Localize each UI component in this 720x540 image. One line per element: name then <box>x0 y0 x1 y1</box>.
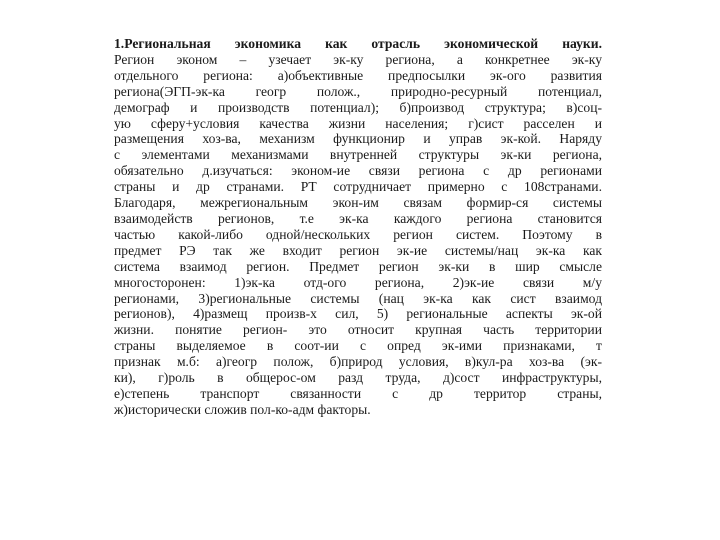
text-line: с элементами механизмами внутренней структуры эк-ки региона, <box>114 147 602 163</box>
document-heading: 1.Региональная экономика как отрасль экономической науки. <box>114 36 602 51</box>
text-line: Благодаря, межрегиональным экон-им связам формир-ся системы <box>114 195 602 211</box>
text-line: ж)исторически сложив пол-ко-адм факторы. <box>114 401 371 417</box>
text-line: регионами, 3)региональные системы (нац эк-ка как сист взаимод <box>114 290 602 306</box>
text-line: ки), г)роль в общерос-ом разд труда, д)сост инфраструктуры, <box>114 370 602 386</box>
text-line: взаимодейств регионов, т.е эк-ка каждого региона становится <box>114 210 602 226</box>
text-line: региона(ЭГП-эк-ка геогр полож., природно-ресурный потенциал, <box>114 83 602 99</box>
text-line: страны и др странами. РТ сотрудничает примерно с 108странами. <box>114 179 602 195</box>
document-page <box>114 36 602 418</box>
text-line: демограф и производств потенциал); б)производ структура; в)соц- <box>114 99 602 115</box>
text-line: страны выделяемое в соот-ии с опред эк-ими признаками, т <box>114 338 602 354</box>
text-line: многосторонен: 1)эк-ка отд-ого региона, 2)эк-ие связи м/у <box>114 274 602 290</box>
text-line: признак м.б: а)геогр полож, б)природ условия, в)кул-ра хоз-ва (эк- <box>114 354 602 370</box>
text-line: регионов), 4)размещ произв-х сил, 5) региональные аспекты эк-ой <box>114 306 602 322</box>
text-line: система взаимод регион. Предмет регион эк-ки в шир смысле <box>114 258 602 274</box>
text-line: жизни. понятие регион- это относит крупная часть территории <box>114 322 602 338</box>
document-body <box>114 36 602 418</box>
text-line: обязательно д.изучаться: эконом-ие связи региона с др регионами <box>114 163 602 179</box>
text-line: частью какой-либо одной/нескольких регион систем. Поэтому в <box>114 226 602 242</box>
text-line: е)степень транспорт связанности с др территор страны, <box>114 385 602 401</box>
text-line: размещения хоз-ва, механизм функционир и управ эк-кой. Наряду <box>114 131 602 147</box>
text-line: ую сферу+условия качества жизни населения; г)сист расселен и <box>114 115 602 131</box>
text-line: Регион эконом – узечает эк-ку региона, а конкретнее эк-ку <box>114 51 602 67</box>
text-line: отдельного региона: а)объективные предпосылки эк-ого развития <box>114 67 602 83</box>
text-line: предмет РЭ так же входит регион эк-ие системы/нац эк-ка как <box>114 242 602 258</box>
